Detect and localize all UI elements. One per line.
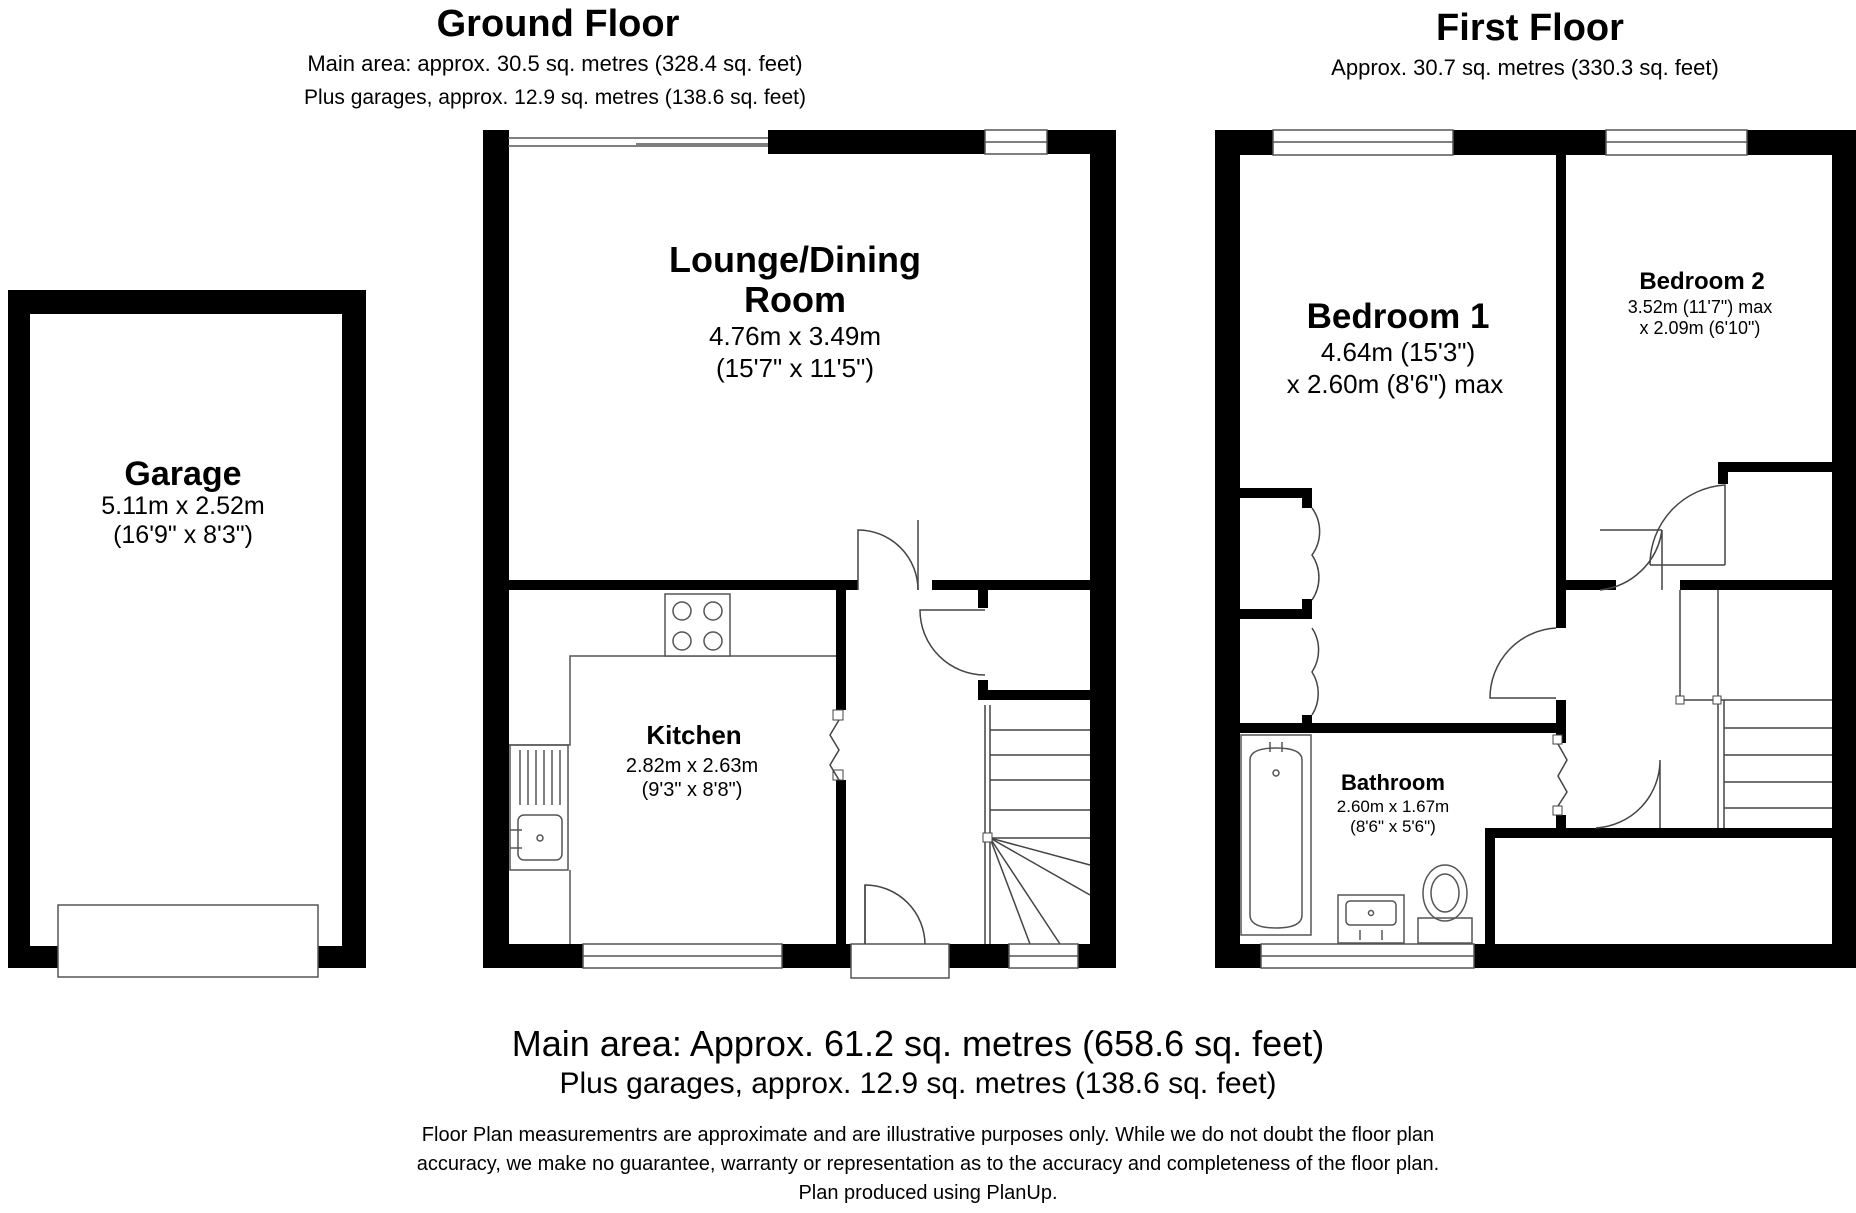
bedroom2-dimensions-line1: 3.52m (11'7") max [1627, 297, 1773, 317]
first-floor-stairs [1680, 590, 1832, 828]
bath-icon [1241, 735, 1311, 935]
garage-door [58, 905, 318, 977]
garage-label: Garage [124, 455, 242, 493]
bedroom1-dimensions-line1: 4.64m (15'3") [1320, 337, 1476, 367]
first-floor-plan [1215, 130, 1856, 968]
lounge-dimensions-metric: 4.76m x 3.49m [709, 321, 881, 351]
disclaimer-line2: accuracy, we make no guarantee, warranty or representation as to the accuracy and completeness of the floor plan. [416, 1153, 1440, 1175]
kitchen-sink-icon [510, 745, 568, 870]
hob-icon [665, 594, 730, 656]
ground-floor-plan [483, 130, 1116, 978]
ground-stairs [985, 705, 1090, 944]
garage-room [8, 290, 366, 977]
kitchen-dimensions-imperial: (9'3" x 8'8") [641, 779, 743, 801]
total-main-area: Main area: Approx. 61.2 sq. metres (658.6 sq. feet) [511, 1023, 1325, 1064]
ground-floor-area-garages: Plus garages, approx. 12.9 sq. metres (138.6 sq. feet) [304, 86, 806, 109]
lounge-dimensions-imperial: (15'7" x 11'5") [716, 353, 874, 383]
ground-floor-area-main: Main area: approx. 30.5 sq. metres (328.4 sq. feet) [307, 51, 803, 76]
total-garages-area: Plus garages, approx. 12.9 sq. metres (138.6 sq. feet) [559, 1067, 1277, 1100]
garage-dimensions-imperial: (16'9" x 8'3") [113, 521, 253, 549]
kitchen-dimensions-metric: 2.82m x 2.63m [625, 755, 759, 777]
disclaimer-line1: Floor Plan measurementrs are approximate and are illustrative purposes only. While we do not doubt the floor plan [421, 1124, 1435, 1146]
bedroom2-label: Bedroom 2 [1639, 268, 1765, 295]
toilet-icon [1418, 865, 1472, 943]
bedroom1-label: Bedroom 1 [1306, 297, 1490, 336]
bedroom2-dimensions-line2: x 2.09m (6'10") [1639, 318, 1761, 338]
lounge-label-line2: Room [744, 279, 846, 320]
basin-icon [1338, 895, 1404, 943]
first-floor-area: Approx. 30.7 sq. metres (330.3 sq. feet) [1331, 55, 1719, 80]
lounge-label-line1: Lounge/Dining [669, 239, 921, 280]
kitchen-label: Kitchen [646, 720, 742, 750]
garage-dimensions-metric: 5.11m x 2.52m [101, 492, 265, 520]
front-door [851, 944, 949, 978]
bathroom-dimensions-metric: 2.60m x 1.67m [1336, 797, 1450, 816]
ground-floor-title: Ground Floor [436, 3, 680, 45]
bathroom-dimensions-imperial: (8'6" x 5'6") [1350, 817, 1436, 836]
disclaimer-line3: Plan produced using PlanUp. [798, 1182, 1058, 1204]
first-floor-title: First Floor [1436, 7, 1624, 49]
bathroom-label: Bathroom [1341, 770, 1445, 795]
bedroom1-dimensions-line2: x 2.60m (8'6") max [1286, 369, 1504, 399]
